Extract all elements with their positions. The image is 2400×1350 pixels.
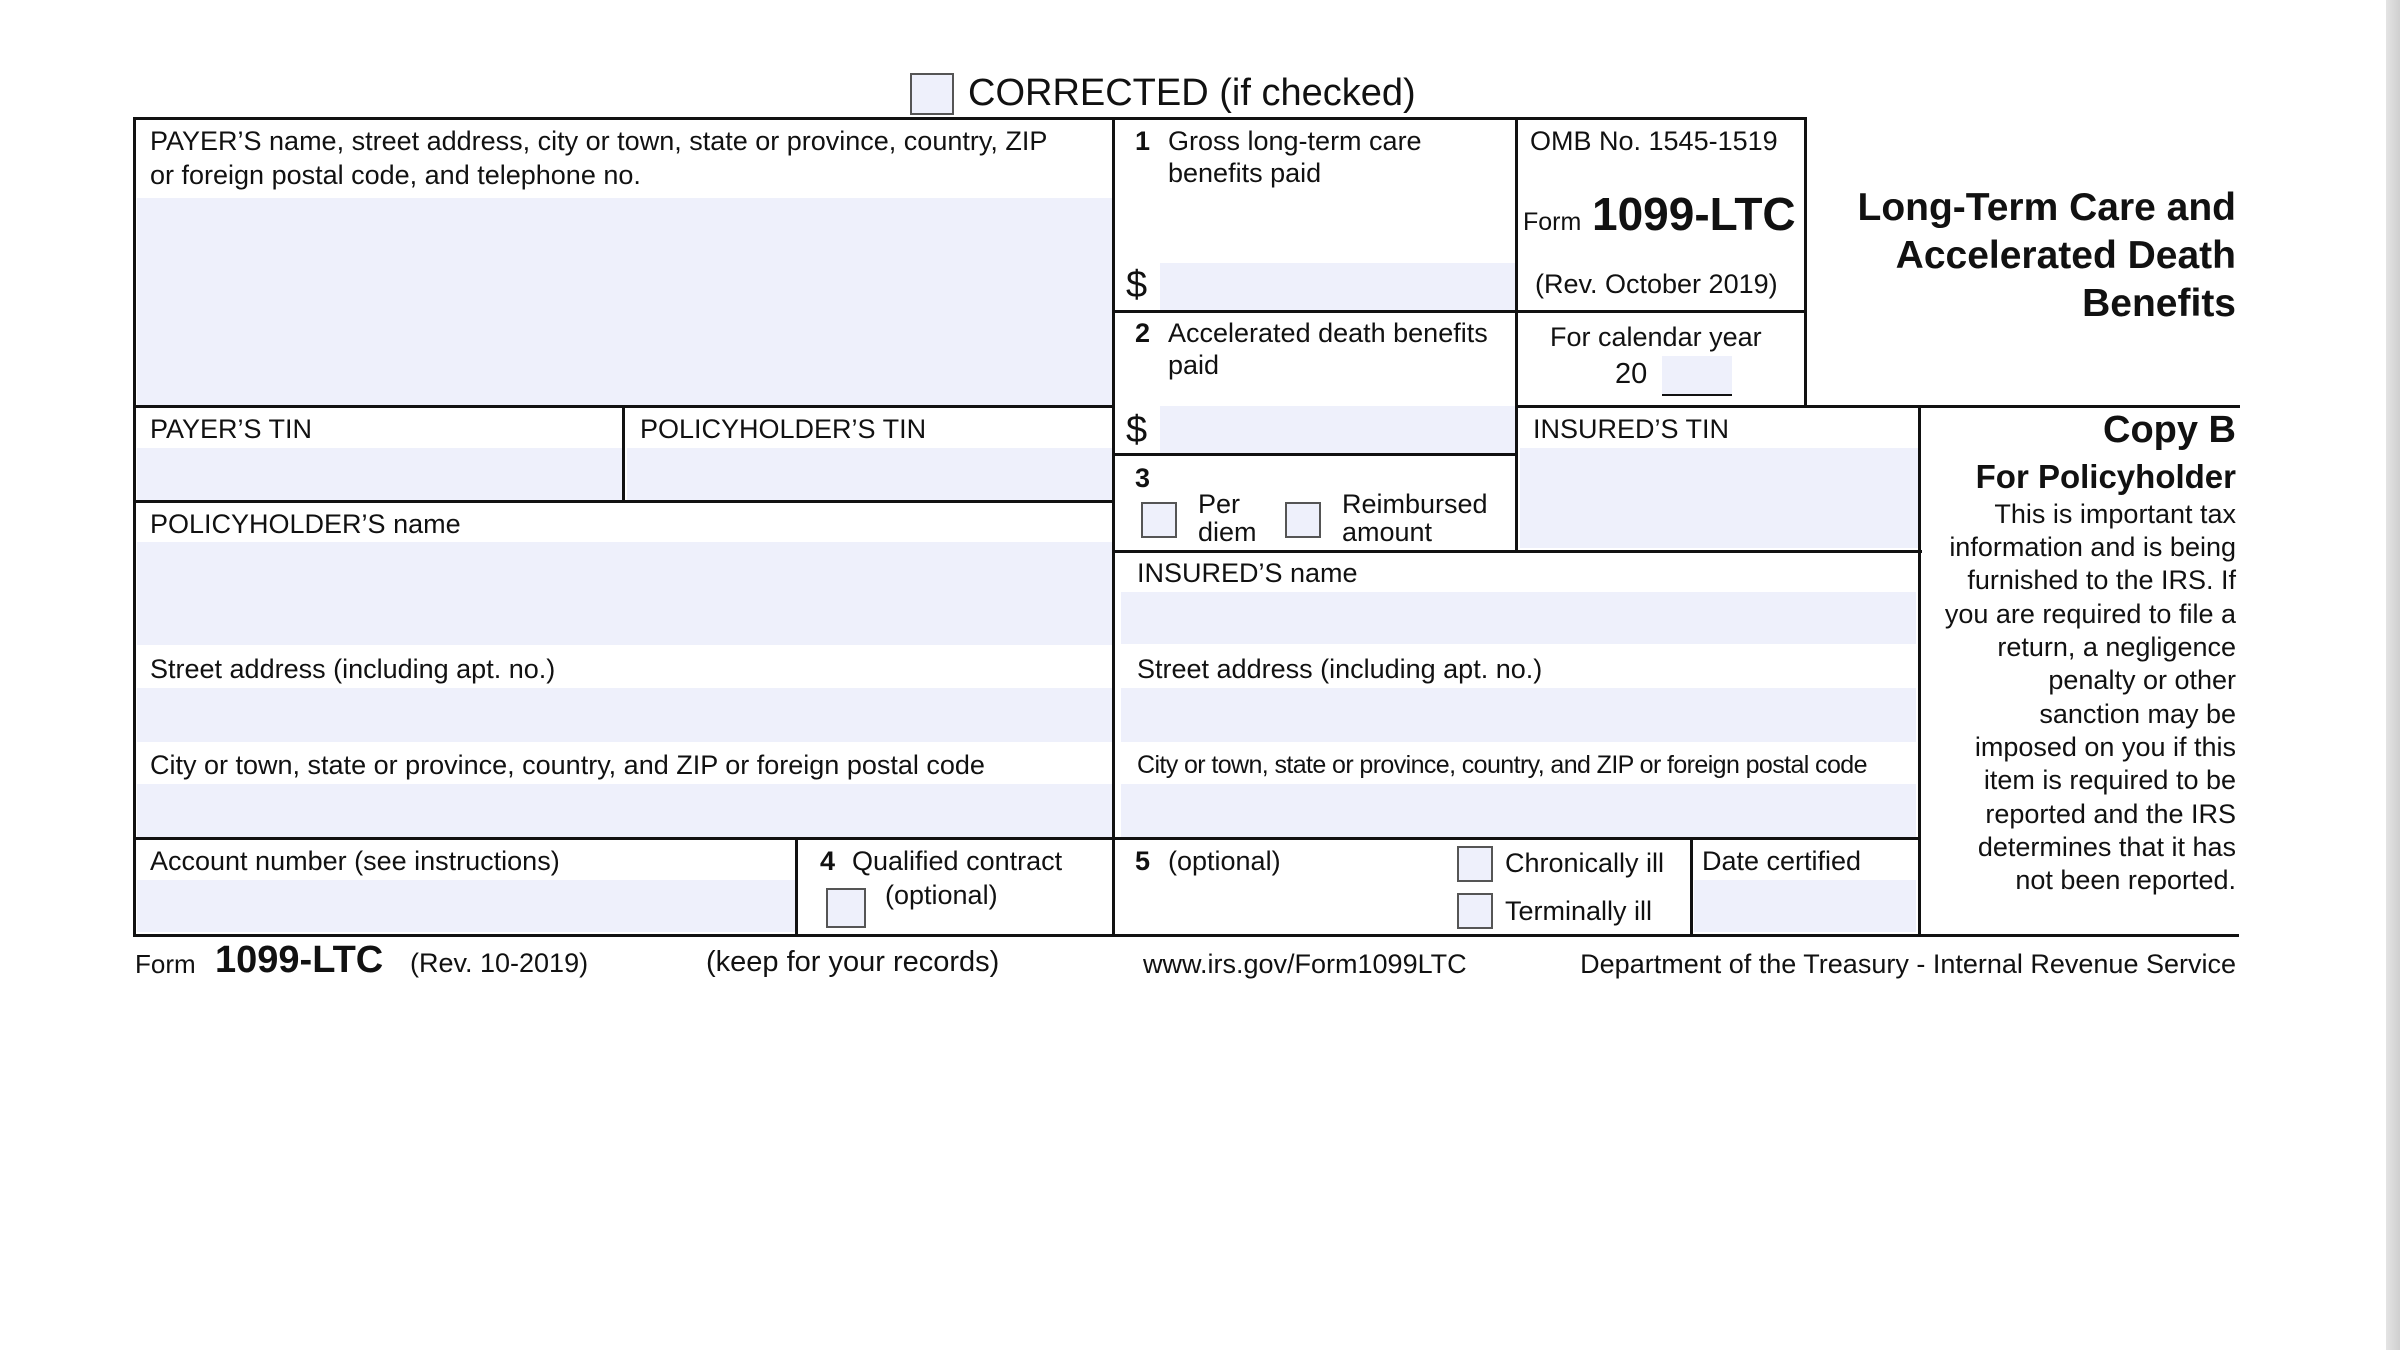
copy-notice-line: determines that it has (1977, 832, 2236, 862)
insured-name-field[interactable] (1121, 592, 1916, 644)
date-certified-label: Date certified (1702, 846, 1862, 876)
policyholder-tin-field[interactable] (627, 448, 1112, 500)
box1-label-line1: Gross long-term care (1168, 126, 1422, 156)
divider-box1-box2 (1112, 310, 1518, 313)
copy-notice-line: information and is being (1949, 532, 2236, 562)
terminally-ill-checkbox[interactable] (1457, 893, 1493, 929)
policyholder-street-label: Street address (including apt. no.) (150, 654, 556, 684)
policyholder-city-field[interactable] (137, 784, 1112, 838)
box4-number: 4 (820, 846, 836, 876)
divider-copy-column (1918, 405, 1921, 937)
payer-header-line2: or foreign postal code, and telephone no. (150, 160, 641, 190)
divider-box2-box3 (1112, 453, 1518, 456)
divider-rev-year (1515, 310, 1807, 313)
policyholder-name-label: POLICYHOLDER’S name (150, 509, 461, 539)
form-title-line2: Accelerated Death (1895, 234, 2236, 277)
copy-notice-line: imposed on you if this (1974, 732, 2236, 762)
copy-notice-line: penalty or other (2048, 665, 2236, 695)
box1-dollar-sign: $ (1126, 264, 1148, 306)
per-diem-label-line1: Per (1198, 489, 1241, 519)
footer-form-number: 1099-LTC (215, 939, 384, 981)
payer-tin-label: PAYER’S TIN (150, 414, 313, 444)
copy-notice-line: sanction may be (2039, 699, 2236, 729)
payer-info-field[interactable] (137, 198, 1112, 406)
copy-notice-line: return, a negligence (1997, 632, 2236, 662)
reimbursed-amount-checkbox[interactable] (1285, 502, 1321, 538)
per-diem-label-line2: diem (1198, 517, 1257, 547)
insured-tin-field[interactable] (1520, 448, 1918, 548)
box1-amount-field[interactable] (1160, 263, 1515, 311)
insured-city-label: City or town, state or province, country, and ZIP or foreign postal code (1137, 751, 1867, 779)
copy-notice-line: not been reported. (2015, 865, 2236, 895)
divider-box3-insured (1112, 550, 1922, 553)
footer-form-word: Form (135, 949, 196, 979)
account-number-label: Account number (see instructions) (150, 846, 560, 876)
omb-revision: (Rev. October 2019) (1535, 269, 1778, 299)
chronically-ill-checkbox[interactable] (1457, 846, 1493, 882)
chronically-ill-label: Chronically ill (1505, 848, 1665, 878)
divider-tin-policyholder (133, 500, 1115, 503)
corrected-label: CORRECTED (if checked) (968, 72, 1416, 114)
policyholder-street-field[interactable] (137, 688, 1112, 742)
date-certified-field[interactable] (1694, 880, 1916, 932)
divider-box1-omb (1515, 117, 1518, 553)
insured-city-field[interactable] (1121, 784, 1916, 838)
corrected-checkbox[interactable] (910, 73, 954, 115)
copy-notice-line: furnished to the IRS. If (1967, 565, 2236, 595)
copy-notice-line: reported and the IRS (1985, 799, 2236, 829)
payer-header-line1: PAYER’S name, street address, city or town, state or province, country, ZIP (150, 126, 1048, 156)
footer-irs-url[interactable]: www.irs.gov/Form1099LTC (1143, 949, 1467, 979)
form-title-line1: Long-Term Care and (1857, 186, 2236, 229)
divider-tins (622, 405, 625, 503)
copy-notice-line: item is required to be (1983, 765, 2236, 795)
per-diem-checkbox[interactable] (1141, 502, 1177, 538)
box1-label-line2: benefits paid (1168, 158, 1322, 188)
box5-number: 5 (1135, 846, 1151, 876)
copy-subtitle: For Policyholder (1975, 458, 2236, 495)
form-border-top (133, 117, 1807, 120)
policyholder-tin-label: POLICYHOLDER’S TIN (640, 414, 927, 444)
footer-department: Department of the Treasury - Internal Revenue Service (1580, 949, 2236, 979)
account-number-field[interactable] (137, 880, 795, 932)
insured-name-label: INSURED’S name (1137, 558, 1358, 588)
box4-label-line2: (optional) (885, 880, 998, 910)
form-border-left (133, 117, 136, 937)
box3-number: 3 (1135, 463, 1151, 493)
box2-amount-field[interactable] (1160, 406, 1515, 454)
omb-border-right (1804, 117, 1807, 407)
footer-revision: (Rev. 10-2019) (410, 948, 589, 978)
insured-street-field[interactable] (1121, 688, 1916, 742)
box2-dollar-sign: $ (1126, 409, 1148, 451)
calendar-year-prefix: 20 (1615, 358, 1648, 390)
box1-number: 1 (1135, 126, 1151, 156)
policyholder-city-label: City or town, state or province, country, and ZIP or foreign postal code (150, 750, 985, 780)
footer-keep-records: (keep for your records) (706, 946, 1000, 978)
box2-label-line1: Accelerated death benefits (1168, 318, 1488, 348)
reimbursed-label-line2: amount (1342, 517, 1433, 547)
window-edge-scrollbar[interactable] (2386, 0, 2400, 1350)
divider-box5-date (1690, 837, 1693, 937)
box2-number: 2 (1135, 318, 1151, 348)
divider-left-right (1112, 117, 1115, 937)
box5-label: (optional) (1168, 846, 1281, 876)
omb-number: OMB No. 1545-1519 (1530, 126, 1778, 156)
form-title-line3: Benefits (2082, 282, 2236, 325)
calendar-year-label: For calendar year (1550, 322, 1762, 352)
copy-title: Copy B (2103, 409, 2236, 451)
omb-form-word: Form (1523, 208, 1582, 236)
year-field[interactable] (1662, 356, 1732, 396)
divider-bottom-row (133, 837, 1921, 840)
payer-tin-field[interactable] (137, 448, 623, 500)
form-border-bottom (133, 934, 2239, 937)
qualified-contract-checkbox[interactable] (826, 888, 866, 928)
insured-street-label: Street address (including apt. no.) (1137, 654, 1543, 684)
insured-tin-label: INSURED’S TIN (1533, 414, 1730, 444)
policyholder-name-field[interactable] (137, 542, 1112, 645)
box2-label-line2: paid (1168, 350, 1220, 380)
reimbursed-label-line1: Reimbursed (1342, 489, 1488, 519)
box4-label-line1: Qualified contract (852, 846, 1063, 876)
copy-notice-line: you are required to file a (1944, 599, 2236, 629)
omb-form-number: 1099-LTC (1592, 188, 1796, 240)
copy-notice-line: This is important tax (1994, 499, 2236, 529)
terminally-ill-label: Terminally ill (1505, 896, 1653, 926)
divider-account-box4 (795, 837, 798, 937)
